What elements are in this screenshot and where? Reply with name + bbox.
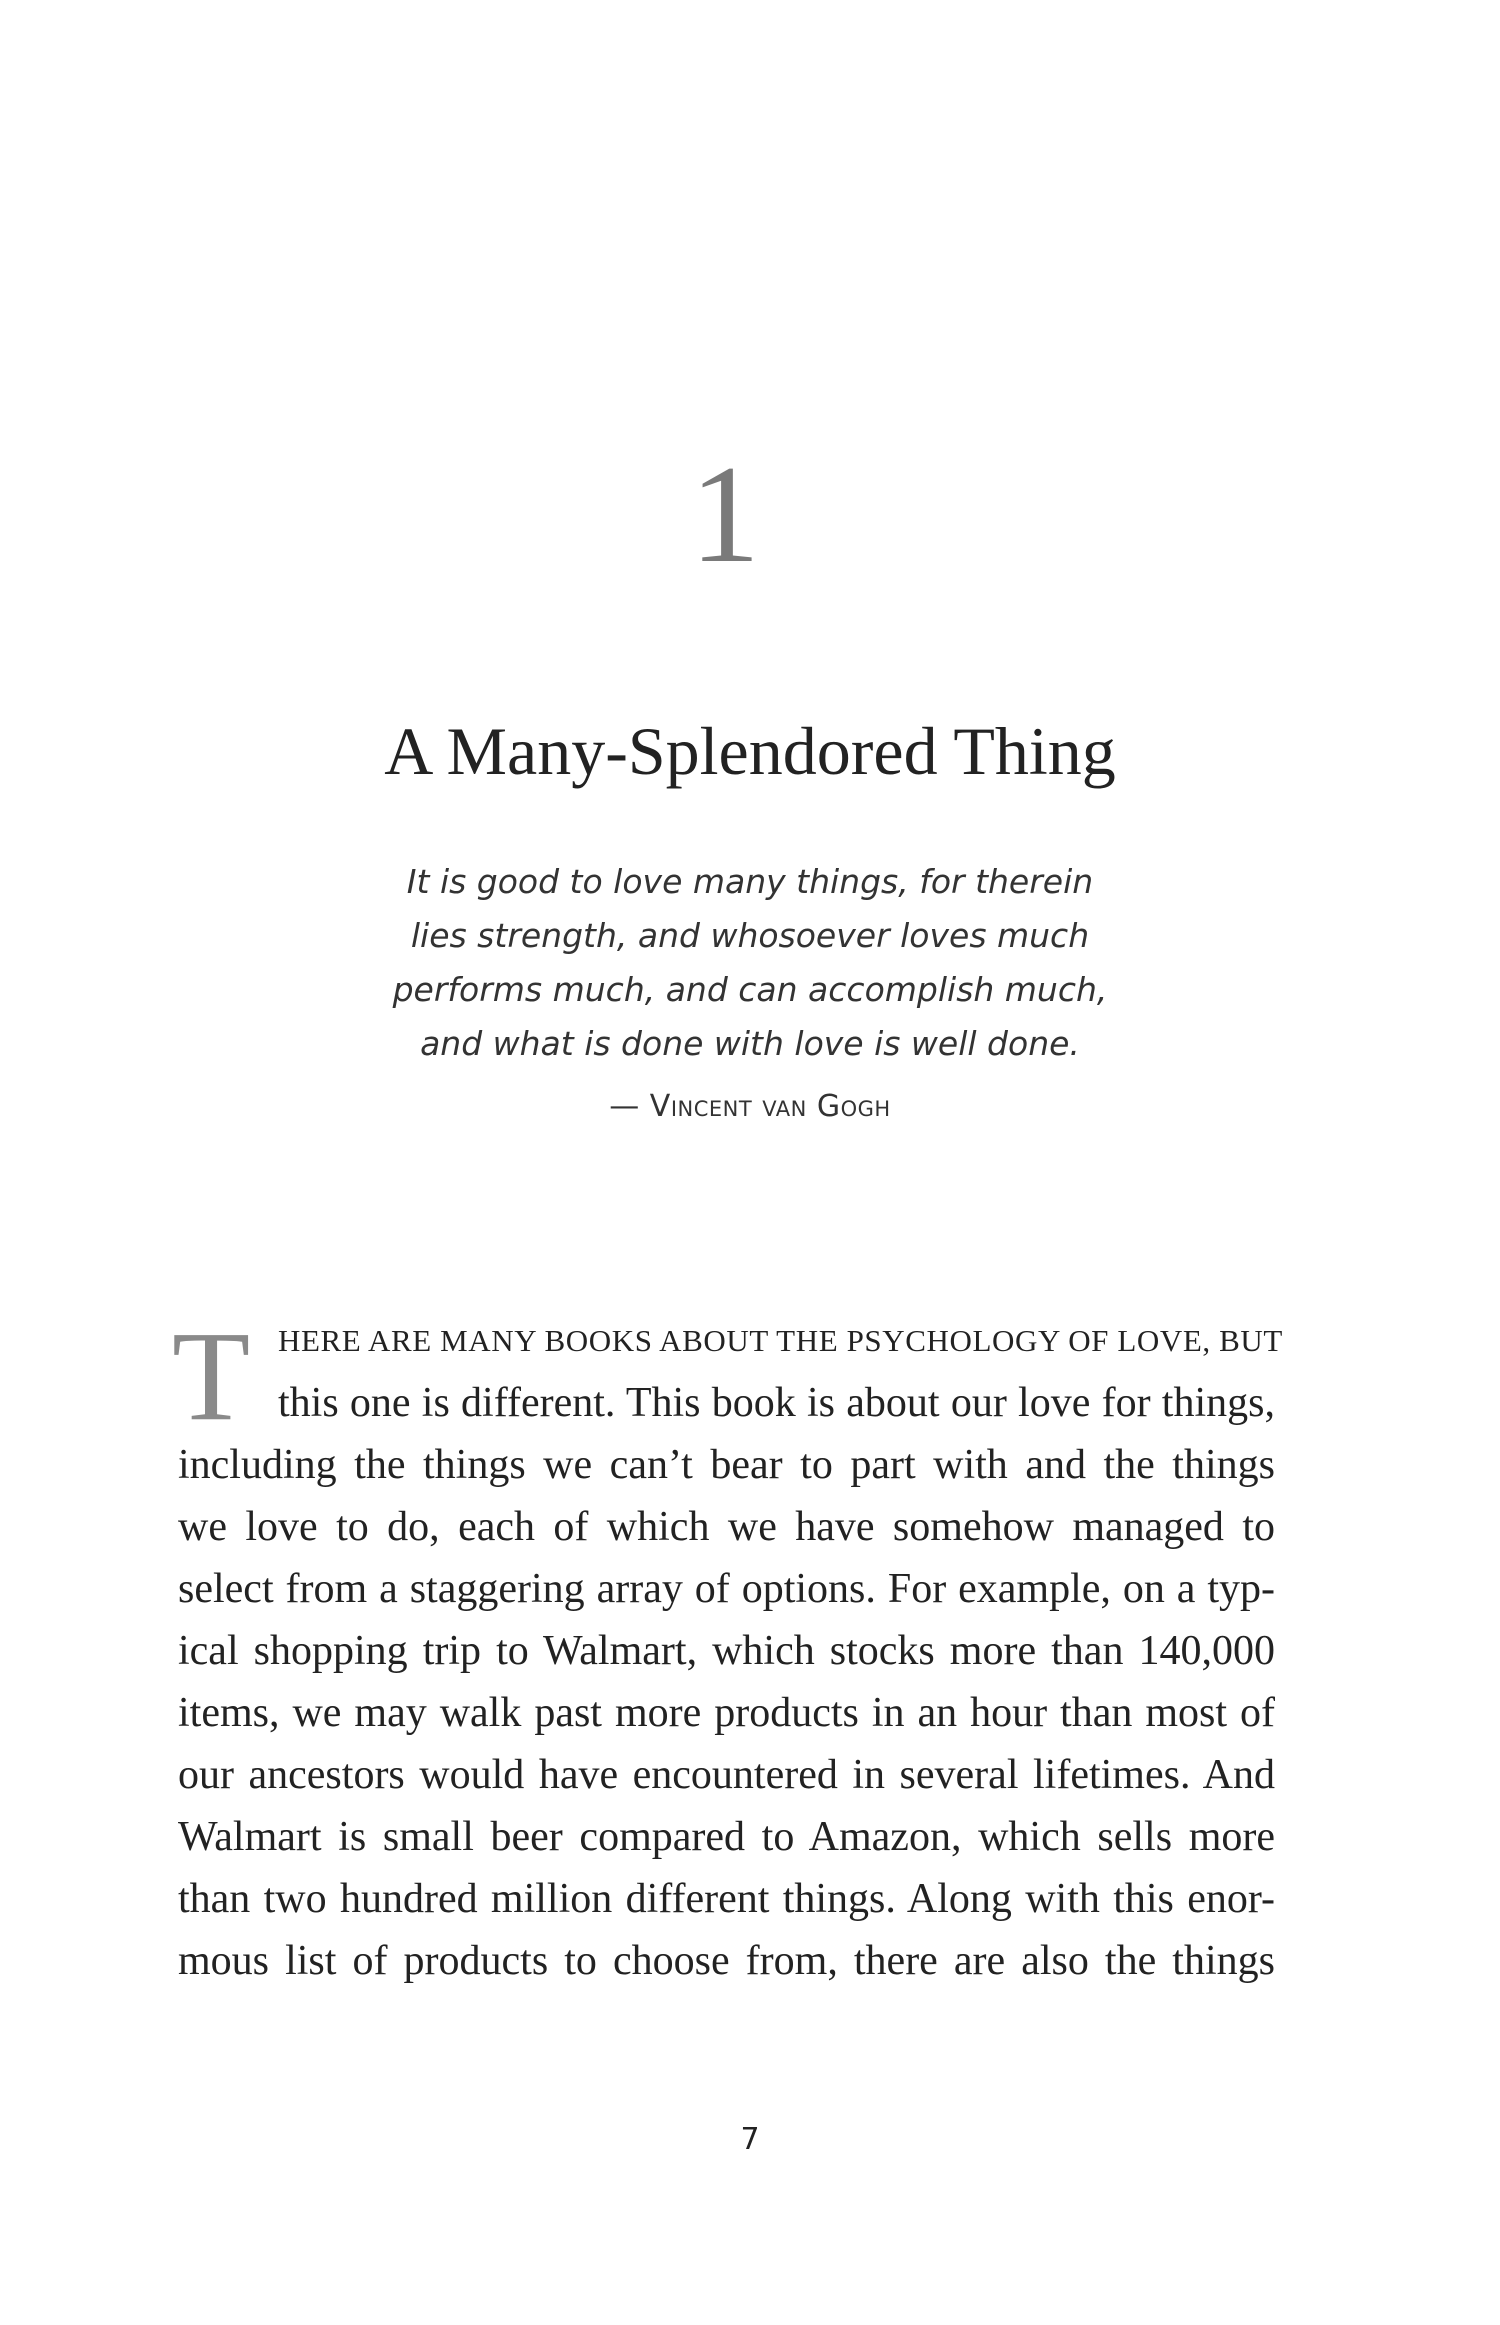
body-line: this one is different. This book is about our love for things, (278, 1380, 1275, 1426)
drop-cap: T (172, 1305, 251, 1447)
epigraph (300, 855, 1200, 1071)
body-line: ical shopping trip to Walmart, which stocks more than 140,000 (178, 1628, 1275, 1674)
body-line: select from a staggering array of options. For example, on a typ- (178, 1566, 1275, 1612)
page-number: 7 (740, 2122, 760, 2157)
epigraph-line: lies strength, and whosoever loves much (410, 916, 1090, 955)
chapter-number: 1 (690, 437, 760, 592)
chapter-title: A Many-Splendored Thing (384, 713, 1116, 789)
body-line: including the things we can’t bear to part with and the things (178, 1442, 1275, 1488)
body-paragraph (178, 1310, 1283, 1992)
body-line: than two hundred million different things. Along with this enor- (178, 1876, 1275, 1922)
body-line: Walmart is small beer compared to Amazon, which sells more (178, 1814, 1275, 1860)
body-line: our ancestors would have encountered in several lifetimes. And (178, 1752, 1275, 1798)
epigraph-line: performs much, and can accomplish much, (392, 970, 1108, 1009)
body-line: we love to do, each of which we have somehow managed to (178, 1504, 1275, 1550)
body-line: mous list of products to choose from, there are also the things (178, 1938, 1275, 1984)
epigraph-line: It is good to love many things, for therein (406, 862, 1094, 901)
epigraph-line: and what is done with love is well done. (420, 1024, 1080, 1063)
body-line: items, we may walk past more products in an hour than most of (178, 1690, 1275, 1736)
epigraph-attribution: — Vincent van Gogh (609, 1089, 891, 1124)
body-line: HERE ARE MANY BOOKS ABOUT THE PSYCHOLOGY OF LOVE, BUT (278, 1323, 1283, 1358)
